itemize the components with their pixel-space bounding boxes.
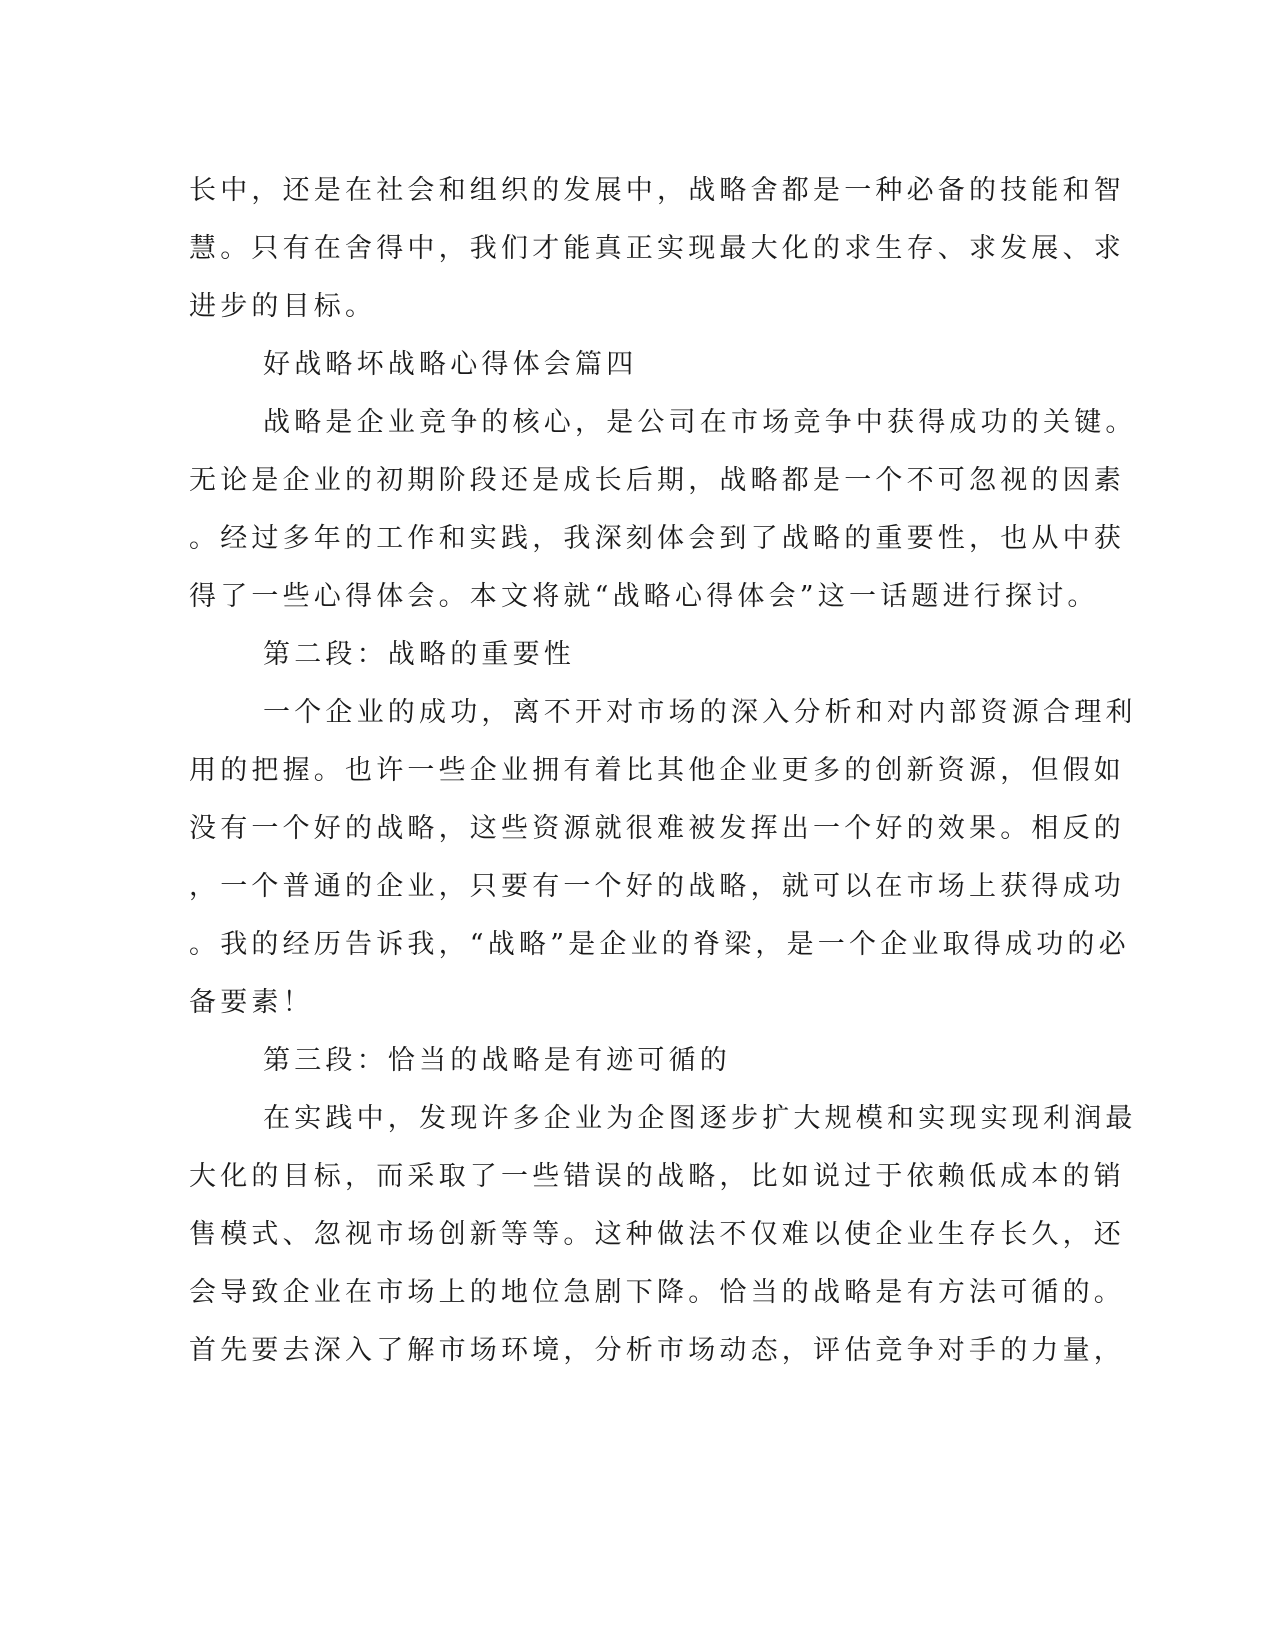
text-line: 。经过多年的工作和实践，我深刻体会到了战略的重要性，也从中获 xyxy=(189,523,1125,554)
section-heading: 第三段：恰当的战略是有迹可循的 xyxy=(263,1045,731,1076)
text-line: 长中，还是在社会和组织的发展中，战略舍都是一种必备的技能和智 xyxy=(189,175,1125,206)
text-line: 得了一些心得体会。本文将就“战略心得体会”这一话题进行探讨。 xyxy=(189,581,1099,612)
text-line: 在实践中，发现许多企业为企图逐步扩大规模和实现实现利润最 xyxy=(263,1103,1137,1134)
text-line: ，一个普通的企业，只要有一个好的战略，就可以在市场上获得成功 xyxy=(189,871,1125,902)
text-line: 售模式、忽视市场创新等等。这种做法不仅难以使企业生存长久，还 xyxy=(189,1219,1125,1250)
text-line: 一个企业的成功，离不开对市场的深入分析和对内部资源合理利 xyxy=(263,697,1137,728)
text-line: 没有一个好的战略，这些资源就很难被发挥出一个好的效果。相反的 xyxy=(189,813,1125,844)
text-line: 首先要去深入了解市场环境，分析市场动态，评估竞争对手的力量， xyxy=(189,1335,1125,1366)
document-body xyxy=(189,162,1137,1380)
section-heading: 第二段：战略的重要性 xyxy=(263,639,575,670)
text-line: 备要素！ xyxy=(189,987,314,1018)
text-line: 会导致企业在市场上的地位急剧下降。恰当的战略是有方法可循的。 xyxy=(189,1277,1125,1308)
text-line: 进步的目标。 xyxy=(189,291,377,322)
text-line: 。我的经历告诉我，“战略”是企业的脊梁，是一个企业取得成功的必 xyxy=(189,929,1130,960)
text-line: 无论是企业的初期阶段还是成长后期，战略都是一个不可忽视的因素 xyxy=(189,465,1125,496)
text-line: 用的把握。也许一些企业拥有着比其他企业更多的创新资源，但假如 xyxy=(189,755,1125,786)
text-line: 大化的目标，而采取了一些错误的战略，比如说过于依赖低成本的销 xyxy=(189,1161,1125,1192)
text-line: 战略是企业竞争的核心，是公司在市场竞争中获得成功的关键。 xyxy=(263,407,1137,438)
text-line: 慧。只有在舍得中，我们才能真正实现最大化的求生存、求发展、求 xyxy=(189,233,1125,264)
section-title: 好战略坏战略心得体会篇四 xyxy=(263,349,638,380)
